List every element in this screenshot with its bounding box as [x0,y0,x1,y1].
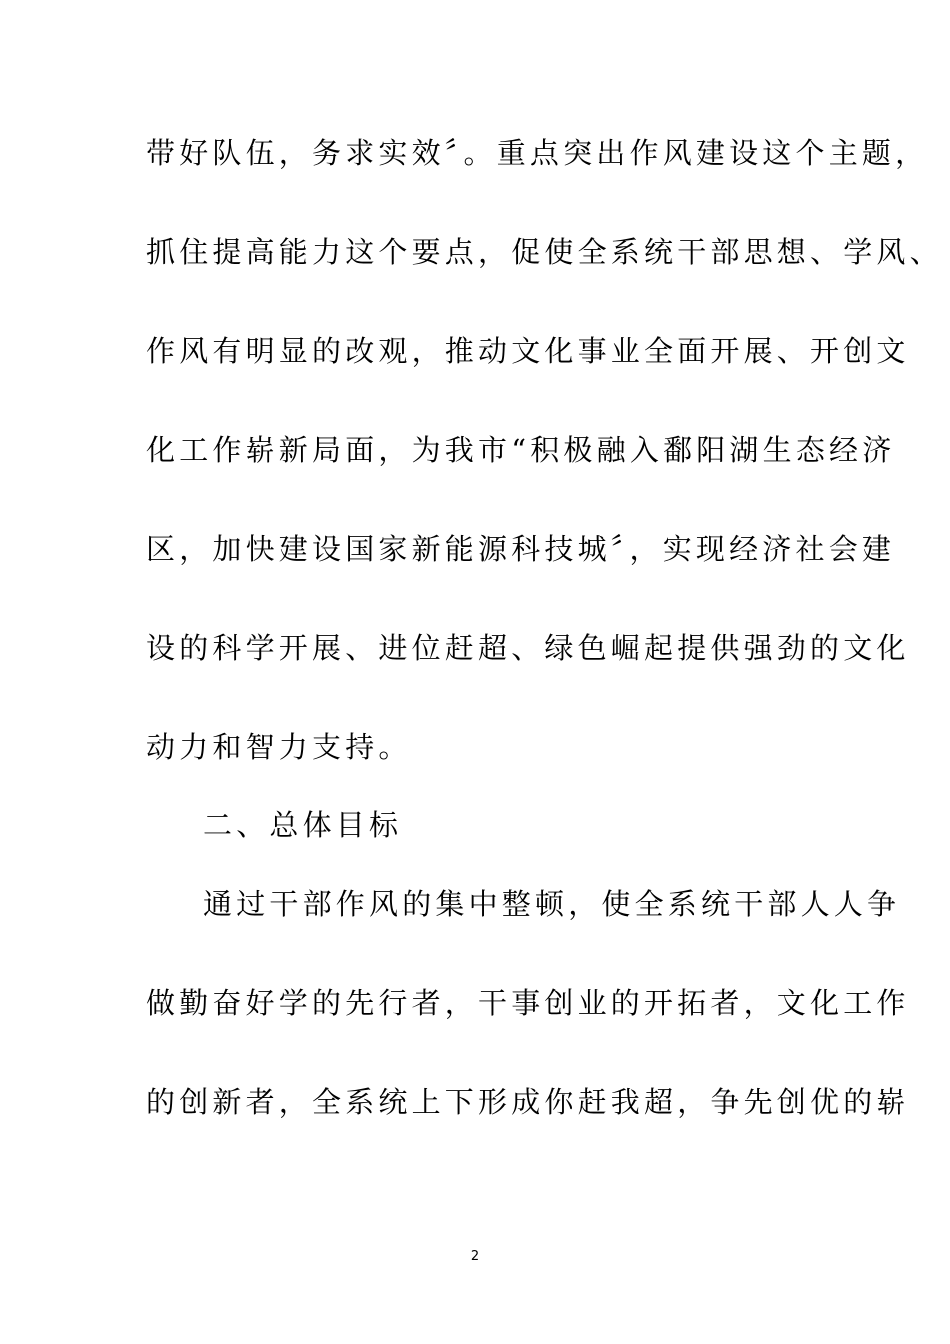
text-line-6: 设的科学开展、进位赶超、绿色崛起提供强劲的文化 [146,631,910,665]
paragraph-line-3: 的创新者，全系统上下形成你赶我超，争先创优的崭 [146,1085,910,1119]
text-line-3: 作风有明显的改观，推动文化事业全面开展、开创文 [146,334,910,368]
paragraph-line-2: 做勤奋好学的先行者，干事创业的开拓者，文化工作 [146,986,910,1020]
page-number: 2 [470,1249,480,1264]
section-heading: 二、总体目标 [203,808,403,842]
text-line-2: 抓住提高能力这个要点，促使全系统干部思想、学风、 [146,235,943,269]
paragraph-line-1: 通过干部作风的集中整顿，使全系统干部人人争 [203,887,901,921]
text-line-7: 动力和智力支持。 [146,730,412,764]
text-line-4: 化工作崭新局面，为我市“积极融入鄱阳湖生态经济 [146,433,896,467]
text-line-1: 带好队伍，务求实效〞。重点突出作风建设这个主题， [146,136,929,170]
text-line-5: 区，加快建设国家新能源科技城〞，实现经济社会建 [146,532,896,566]
